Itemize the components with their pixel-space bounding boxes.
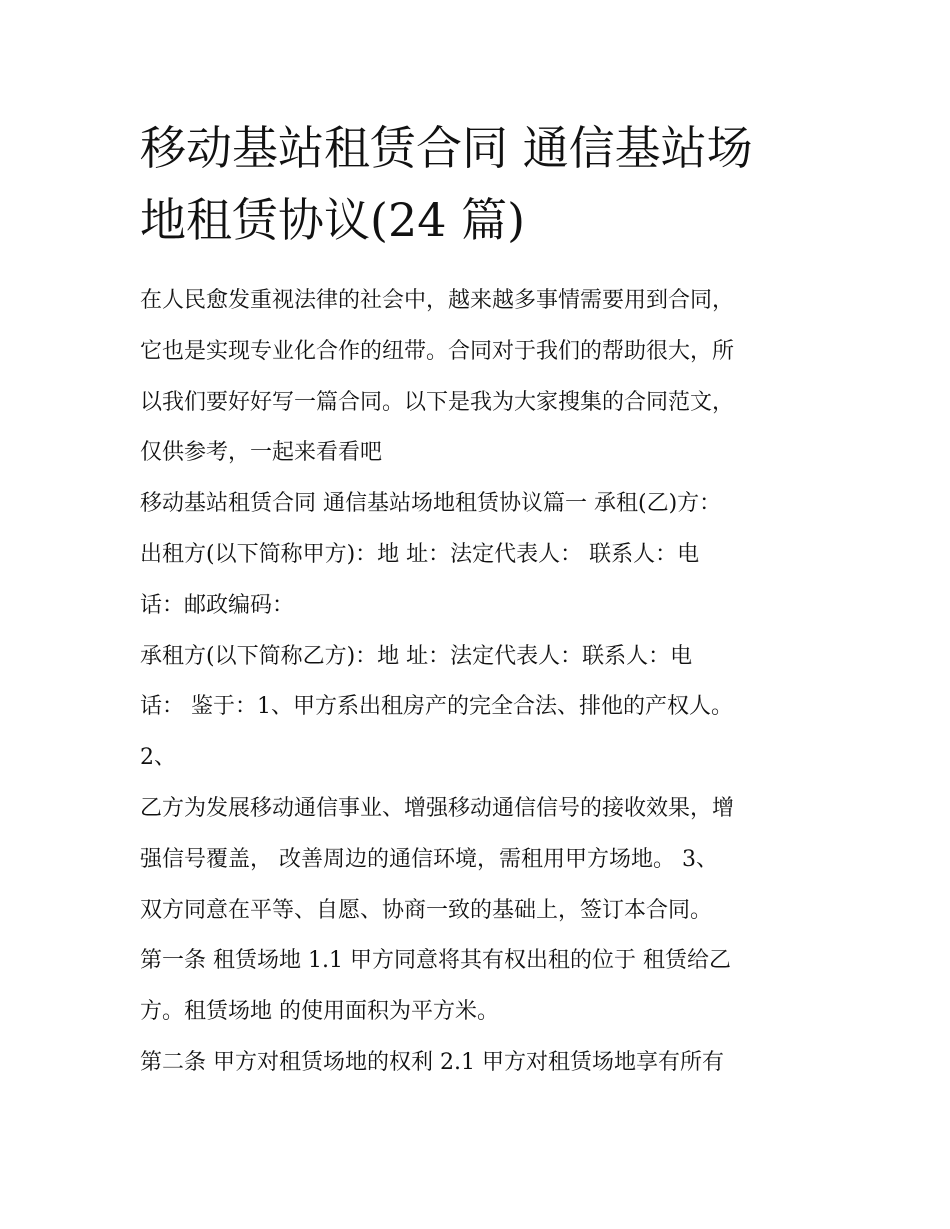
body-line: 乙方为发展移动通信事业、增强移动通信信号的接收效果，增 [140, 795, 735, 821]
body-line: 仅供参考，一起来看看吧 [140, 440, 383, 466]
body-line: 它也是实现专业化合作的纽带。合同对于我们的帮助很大，所 [140, 338, 735, 364]
body-line: 出租方(以下简称甲方)：地 址：法定代表人： 联系人：电 [140, 541, 700, 567]
body-line: 强信号覆盖， 改善周边的通信环境，需租用甲方场地。 3、 [140, 846, 718, 872]
body-line: 在人民愈发重视法律的社会中，越来越多事情需要用到合同， [140, 288, 735, 313]
body-line: 第二条 甲方对租赁场地的权利 2.1 甲方对租赁场地享有所有 [140, 1049, 724, 1075]
document-body [140, 276, 830, 1089]
body-line: 承租方(以下简称乙方)：地 址：法定代表人：联系人：电 [140, 643, 693, 669]
body-line: 方。租赁场地 的使用面积为平方米。 [140, 999, 499, 1025]
body-line: 移动基站租赁合同 通信基站场地租赁协议篇一 承租(乙)方： [140, 491, 722, 517]
body-line: 2、 [140, 745, 176, 771]
title-line: 移动基站租赁合同 通信基站场 [140, 121, 753, 175]
body-line: 话： 鉴于：1、甲方系出租房产的完全合法、排他的产权人。 [140, 694, 733, 720]
document-title [140, 112, 830, 256]
body-line: 话：邮政编码： [140, 592, 295, 618]
body-line: 以我们要好好写一篇合同。以下是我为大家搜集的合同范文， [140, 389, 735, 415]
body-line: 双方同意在平等、自愿、协商一致的基础上，签订本合同。 [140, 897, 713, 923]
body-line: 第一条 租赁场地 1.1 甲方同意将其有权出租的位于 租赁给乙 [140, 948, 731, 974]
title-line: 地租赁协议(24 篇) [140, 193, 526, 247]
